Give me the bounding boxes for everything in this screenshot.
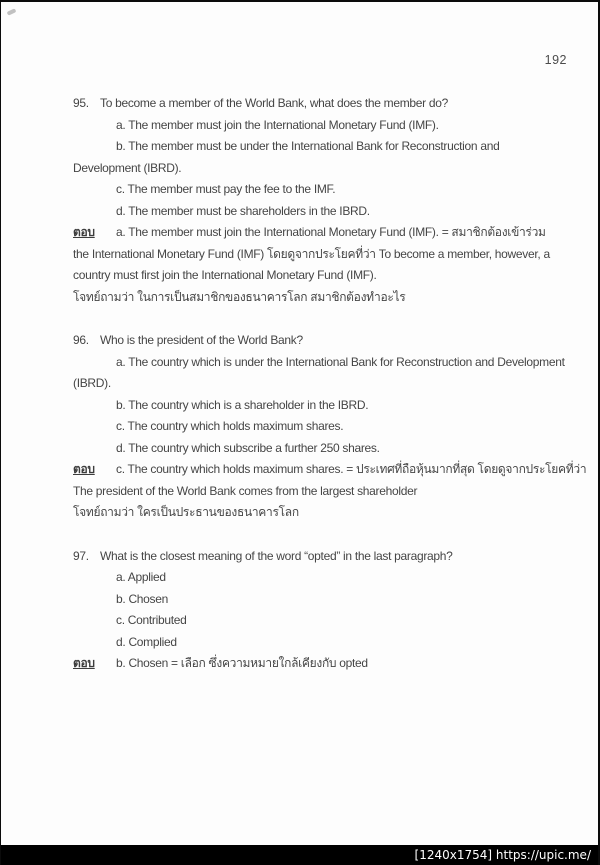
question-line <box>73 330 580 352</box>
answer-text: b. Chosen = เลือก ซึ่งความหมายใกล้เคียงกับ opted <box>116 656 368 670</box>
option-line: a. The member must join the International Monetary Fund (IMF). <box>116 117 439 132</box>
answer-line <box>73 653 580 675</box>
option-line: d. Complied <box>116 634 177 649</box>
explanation-line: โจทย์ถามว่า ใครเป็นประธานของธนาคารโลก <box>73 505 299 519</box>
question-number: 96. <box>73 333 89 347</box>
option-continuation-line: (IBRD). <box>73 376 111 390</box>
explanation-line: the International Monetary Fund (IMF) โดยดูจากประโยคที่ว่า To become a member, however, a <box>73 246 550 261</box>
option-line: b. The member must be under the International Bank for Reconstruction and <box>116 139 500 153</box>
option-line: b. The country which is a shareholder in the IBRD. <box>116 397 369 412</box>
question-block-96 <box>73 330 587 524</box>
question-block-95 <box>73 93 580 308</box>
option-line: b. Chosen <box>116 591 169 606</box>
option-line: a. The country which is under the International Bank for Reconstruction and Development <box>116 354 565 369</box>
question-prompt: Who is the president of the World Bank? <box>100 333 303 347</box>
option-line: c. The member must pay the fee to the IMF. <box>116 182 336 196</box>
question-line <box>73 93 580 115</box>
question-line <box>73 546 580 568</box>
option-line: c. Contributed <box>116 613 187 627</box>
explanation-line: The president of the World Bank comes from the largest shareholder <box>73 483 418 498</box>
answer-text: a. The member must join the International Monetary Fund (IMF). = สมาชิกต้องเข้าร่วม <box>116 225 546 239</box>
watermark-text: [1240x1754] https://upic.me/ <box>414 848 591 862</box>
watermark-bar <box>1 845 598 865</box>
explanation-line: country must first join the International Monetary Fund (IMF). <box>73 268 377 282</box>
answer-line <box>73 459 587 481</box>
answer-label-cell <box>73 222 116 244</box>
explanation-line: โจทย์ถามว่า ในการเป็นสมาชิกของธนาคารโลก สมาชิกต้องทำอะไร <box>73 289 406 304</box>
option-line: d. The member must be shareholders in the IBRD. <box>116 203 370 218</box>
option-line: a. Applied <box>116 570 166 584</box>
answer-label-cell <box>73 459 116 481</box>
answer-line <box>73 222 580 244</box>
answer-label: ตอบ <box>73 225 95 239</box>
question-number: 95. <box>73 96 89 110</box>
question-block-97 <box>73 546 580 675</box>
option-line: d. The country which subscribe a further 250 shares. <box>116 440 380 455</box>
option-line: c. The country which holds maximum shares. <box>116 419 344 433</box>
answer-label-cell <box>73 653 116 675</box>
answer-label: ตอบ <box>73 462 95 476</box>
question-prompt: To become a member of the World Bank, what does the member do? <box>100 96 449 110</box>
answer-text: c. The country which holds maximum shares. = ประเทศที่ถือหุ้นมากที่สุด โดยดูจากประโยคที่ว่า <box>116 462 587 476</box>
question-prompt: What is the closest meaning of the word “opted” in the last paragraph? <box>100 548 453 563</box>
question-number: 97. <box>73 548 89 563</box>
page-number: 192 <box>544 53 567 67</box>
scan-artifact <box>7 8 17 15</box>
answer-label: ตอบ <box>73 656 95 670</box>
option-continuation-line: Development (IBRD). <box>73 160 182 175</box>
document-content <box>73 93 587 675</box>
